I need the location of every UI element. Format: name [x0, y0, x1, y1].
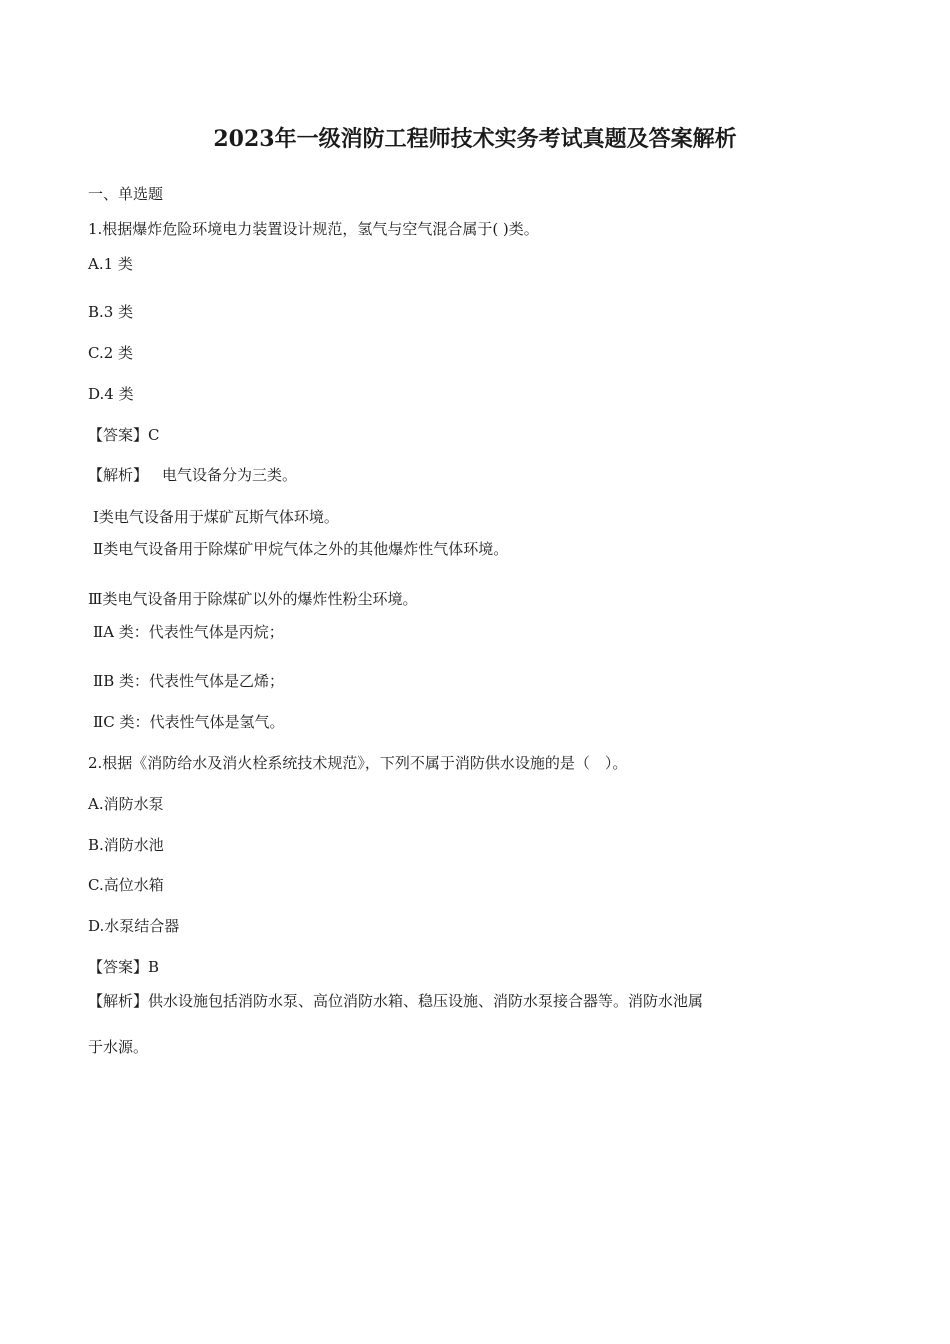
question-1-analysis-line: ⅡC 类：代表性气体是氢气。	[93, 713, 285, 731]
document-title: 2023年一级消防工程师技术实务考试真题及答案解析	[213, 126, 737, 152]
question-1-stem: 1.根据爆炸危险环境电力装置设计规范，氢气与空气混合属于( )类。	[88, 220, 539, 238]
question-1-analysis-line: Ⅱ类电气设备用于除煤矿甲烷气体之外的其他爆炸性气体环境。	[93, 540, 509, 558]
analysis-label: 【解析】	[88, 466, 149, 484]
question-1-analysis-line: ⅡB 类：代表性气体是乙烯；	[93, 672, 284, 690]
question-1-analysis-line: Ⅲ类电气设备用于除煤矿以外的爆炸性粉尘环境。	[88, 590, 418, 608]
question-2-analysis-line: 于水源。	[88, 1038, 149, 1056]
question-1-analysis-heading	[88, 465, 297, 485]
question-2-analysis-line: 【解析】供水设施包括消防水泵、高位消防水箱、稳压设施、消防水泵接合器等。消防水池属	[88, 992, 704, 1010]
question-1-option-b: B.3 类	[88, 303, 134, 321]
question-1-answer: 【答案】C	[88, 426, 160, 444]
question-2-option-d: D.水泵结合器	[88, 917, 180, 935]
question-2-option-b: B.消防水池	[88, 836, 164, 854]
question-1-option-c: C.2 类	[88, 344, 134, 362]
question-2-stem: 2.根据《消防给水及消火栓系统技术规范》，下列不属于消防供水设施的是（ ）。	[88, 754, 628, 772]
section-heading: 一、单选题	[88, 185, 164, 203]
question-2-answer: 【答案】B	[88, 958, 160, 976]
question-1-analysis-line: Ⅰ类电气设备用于煤矿瓦斯气体环境。	[93, 508, 339, 526]
question-2-option-a: A.消防水泵	[88, 795, 164, 813]
question-1-option-d: D.4 类	[88, 385, 134, 403]
question-2-option-c: C.高位水箱	[88, 876, 164, 894]
analysis-intro: 电气设备分为三类。	[162, 466, 298, 484]
question-1-option-a: A.1 类	[88, 255, 133, 273]
question-1-analysis-line: ⅡA 类：代表性气体是丙烷；	[93, 623, 284, 641]
